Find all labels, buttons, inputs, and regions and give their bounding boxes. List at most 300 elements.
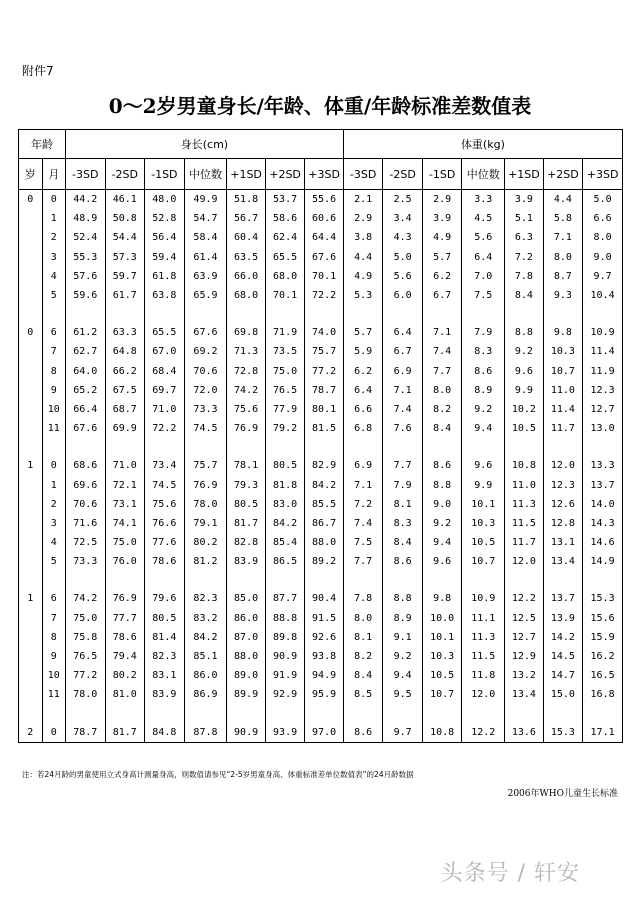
- length-value-cell: 91.9: [265, 666, 305, 685]
- weight-value-cell: 6.2: [422, 267, 462, 286]
- weight-value-cell: 11.4: [583, 342, 623, 361]
- weight-value-cell: 7.7: [422, 362, 462, 381]
- spacer-cell: [265, 305, 305, 323]
- length-value-cell: 79.2: [265, 419, 305, 438]
- spacer-cell: [305, 438, 343, 456]
- length-value-cell: 70.1: [265, 286, 305, 305]
- length-value-cell: 79.1: [184, 514, 227, 533]
- table-row: [19, 419, 623, 438]
- length-value-cell: 56.7: [227, 209, 265, 228]
- weight-value-cell: 2.5: [383, 190, 423, 210]
- length-value-cell: 89.9: [227, 685, 265, 704]
- length-value-cell: 68.7: [105, 400, 145, 419]
- length-value-cell: 71.0: [145, 400, 185, 419]
- length-value-cell: 59.4: [145, 248, 185, 267]
- length-value-cell: 63.9: [184, 267, 227, 286]
- length-value-cell: 71.0: [105, 456, 145, 475]
- spacer-cell: [66, 571, 106, 589]
- spacer-cell: [583, 571, 623, 589]
- spacer-cell: [105, 705, 145, 723]
- length-value-cell: 78.6: [145, 552, 185, 571]
- length-sd-header: +1SD: [227, 159, 265, 190]
- weight-value-cell: 6.4: [383, 323, 423, 342]
- weight-value-cell: 7.1: [422, 323, 462, 342]
- length-value-cell: 63.5: [227, 248, 265, 267]
- length-value-cell: 61.2: [66, 323, 106, 342]
- spacer-cell: [383, 705, 423, 723]
- length-value-cell: 84.2: [184, 628, 227, 647]
- month-cell: 9: [42, 381, 66, 400]
- spacer-cell: [583, 438, 623, 456]
- group-spacer-row: [19, 705, 623, 723]
- month-cell: 8: [42, 362, 66, 381]
- weight-value-cell: 9.8: [543, 323, 583, 342]
- length-value-cell: 72.5: [66, 533, 106, 552]
- length-value-cell: 65.5: [145, 323, 185, 342]
- length-value-cell: 68.4: [145, 362, 185, 381]
- month-header: 月: [42, 159, 66, 190]
- weight-value-cell: 8.4: [505, 286, 543, 305]
- length-value-cell: 85.4: [265, 533, 305, 552]
- weight-value-cell: 12.7: [505, 628, 543, 647]
- length-value-cell: 69.8: [227, 323, 265, 342]
- weight-value-cell: 13.4: [505, 685, 543, 704]
- length-sd-header: +2SD: [265, 159, 305, 190]
- spacer-cell: [265, 438, 305, 456]
- length-value-cell: 61.4: [184, 248, 227, 267]
- weight-value-cell: 9.8: [422, 589, 462, 608]
- weight-value-cell: 7.5: [343, 533, 383, 552]
- length-value-cell: 83.2: [184, 609, 227, 628]
- weight-value-cell: 8.0: [583, 228, 623, 247]
- weight-value-cell: 7.2: [505, 248, 543, 267]
- weight-value-cell: 12.0: [543, 456, 583, 475]
- weight-value-cell: 11.3: [505, 495, 543, 514]
- month-cell: 3: [42, 248, 66, 267]
- length-value-cell: 76.5: [66, 647, 106, 666]
- spacer-cell: [19, 438, 43, 456]
- weight-value-cell: 8.8: [505, 323, 543, 342]
- length-value-cell: 74.5: [145, 475, 185, 494]
- weight-value-cell: 11.4: [543, 400, 583, 419]
- weight-value-cell: 8.2: [422, 400, 462, 419]
- year-cell: 1: [19, 456, 43, 475]
- length-value-cell: 75.0: [265, 362, 305, 381]
- weight-value-cell: 3.3: [462, 190, 505, 210]
- length-value-cell: 81.7: [227, 514, 265, 533]
- length-value-cell: 78.0: [184, 495, 227, 514]
- length-value-cell: 44.2: [66, 190, 106, 210]
- weight-value-cell: 8.2: [343, 647, 383, 666]
- weight-value-cell: 12.7: [583, 400, 623, 419]
- spacer-cell: [543, 438, 583, 456]
- weight-value-cell: 15.0: [543, 685, 583, 704]
- month-cell: 1: [42, 209, 66, 228]
- spacer-cell: [543, 705, 583, 723]
- length-value-cell: 93.8: [305, 647, 343, 666]
- weight-value-cell: 10.1: [422, 628, 462, 647]
- year-cell: [19, 533, 43, 552]
- weight-value-cell: 9.9: [505, 381, 543, 400]
- weight-value-cell: 8.8: [383, 589, 423, 608]
- length-value-cell: 84.8: [145, 723, 185, 743]
- table-row: [19, 495, 623, 514]
- spacer-cell: [184, 438, 227, 456]
- length-value-cell: 83.1: [145, 666, 185, 685]
- weight-value-cell: 10.2: [505, 400, 543, 419]
- weight-value-cell: 12.3: [583, 381, 623, 400]
- length-value-cell: 59.7: [105, 267, 145, 286]
- length-value-cell: 84.2: [265, 514, 305, 533]
- length-value-cell: 74.0: [305, 323, 343, 342]
- weight-value-cell: 7.4: [422, 342, 462, 361]
- weight-value-cell: 5.7: [422, 248, 462, 267]
- year-cell: [19, 419, 43, 438]
- weight-value-cell: 7.9: [383, 475, 423, 494]
- weight-value-cell: 11.7: [543, 419, 583, 438]
- length-value-cell: 82.8: [227, 533, 265, 552]
- weight-value-cell: 13.7: [583, 475, 623, 494]
- length-value-cell: 86.9: [184, 685, 227, 704]
- length-value-cell: 75.6: [145, 495, 185, 514]
- length-value-cell: 77.2: [305, 362, 343, 381]
- spacer-cell: [184, 305, 227, 323]
- month-cell: 6: [42, 589, 66, 608]
- length-value-cell: 73.5: [265, 342, 305, 361]
- length-value-cell: 75.6: [227, 400, 265, 419]
- length-value-cell: 83.0: [265, 495, 305, 514]
- weight-sd-header: +3SD: [583, 159, 623, 190]
- spacer-cell: [42, 438, 66, 456]
- weight-value-cell: 5.8: [543, 209, 583, 228]
- weight-value-cell: 8.0: [543, 248, 583, 267]
- weight-value-cell: 13.6: [505, 723, 543, 743]
- length-value-cell: 79.3: [227, 475, 265, 494]
- weight-value-cell: 13.7: [543, 589, 583, 608]
- length-value-cell: 86.5: [265, 552, 305, 571]
- weight-value-cell: 12.9: [505, 647, 543, 666]
- length-value-cell: 77.6: [145, 533, 185, 552]
- weight-value-cell: 9.6: [422, 552, 462, 571]
- weight-value-cell: 7.7: [343, 552, 383, 571]
- year-cell: 1: [19, 589, 43, 608]
- length-value-cell: 69.2: [184, 342, 227, 361]
- length-value-cell: 74.5: [184, 419, 227, 438]
- length-value-cell: 75.0: [66, 609, 106, 628]
- length-value-cell: 68.0: [227, 286, 265, 305]
- length-value-cell: 88.0: [305, 533, 343, 552]
- spacer-cell: [462, 438, 505, 456]
- weight-value-cell: 8.0: [343, 609, 383, 628]
- length-value-cell: 69.9: [105, 419, 145, 438]
- weight-value-cell: 8.9: [462, 381, 505, 400]
- weight-value-cell: 6.6: [583, 209, 623, 228]
- spacer-cell: [42, 305, 66, 323]
- weight-value-cell: 11.5: [462, 647, 505, 666]
- length-value-cell: 66.4: [66, 400, 106, 419]
- length-value-cell: 82.3: [145, 647, 185, 666]
- spacer-cell: [66, 305, 106, 323]
- length-value-cell: 67.0: [145, 342, 185, 361]
- length-value-cell: 94.9: [305, 666, 343, 685]
- table-row: [19, 323, 623, 342]
- year-cell: [19, 342, 43, 361]
- length-value-cell: 67.6: [184, 323, 227, 342]
- weight-value-cell: 6.0: [383, 286, 423, 305]
- weight-value-cell: 14.2: [543, 628, 583, 647]
- length-value-cell: 75.0: [105, 533, 145, 552]
- length-value-cell: 52.8: [145, 209, 185, 228]
- weight-value-cell: 12.5: [505, 609, 543, 628]
- month-cell: 2: [42, 495, 66, 514]
- weight-value-cell: 4.5: [462, 209, 505, 228]
- length-value-cell: 55.3: [66, 248, 106, 267]
- table-row: [19, 190, 623, 210]
- weight-sd-header: +2SD: [543, 159, 583, 190]
- weight-value-cell: 2.1: [343, 190, 383, 210]
- spacer-cell: [343, 705, 383, 723]
- length-value-cell: 93.9: [265, 723, 305, 743]
- weight-value-cell: 8.9: [383, 609, 423, 628]
- footnote: 注：若24月龄的男童使用立式身高计测量身高，则数值请参见“2-5岁男童身高、体重标准差单位数值表”的24月龄数据: [22, 770, 414, 779]
- weight-value-cell: 8.6: [383, 552, 423, 571]
- weight-value-cell: 11.7: [505, 533, 543, 552]
- weight-value-cell: 9.6: [505, 362, 543, 381]
- weight-value-cell: 8.5: [343, 685, 383, 704]
- weight-value-cell: 6.9: [343, 456, 383, 475]
- length-value-cell: 71.6: [66, 514, 106, 533]
- length-value-cell: 80.5: [265, 456, 305, 475]
- length-value-cell: 71.3: [227, 342, 265, 361]
- length-value-cell: 52.4: [66, 228, 106, 247]
- weight-value-cell: 2.9: [422, 190, 462, 210]
- weight-value-cell: 10.8: [505, 456, 543, 475]
- length-value-cell: 91.5: [305, 609, 343, 628]
- length-value-cell: 61.7: [105, 286, 145, 305]
- table-row: [19, 381, 623, 400]
- month-cell: 3: [42, 514, 66, 533]
- length-value-cell: 60.6: [305, 209, 343, 228]
- weight-value-cell: 5.0: [383, 248, 423, 267]
- length-value-cell: 58.6: [265, 209, 305, 228]
- weight-value-cell: 7.8: [343, 589, 383, 608]
- table-row: [19, 286, 623, 305]
- weight-value-cell: 7.5: [462, 286, 505, 305]
- weight-value-cell: 9.0: [583, 248, 623, 267]
- spacer-cell: [422, 438, 462, 456]
- length-value-cell: 56.4: [145, 228, 185, 247]
- length-value-cell: 62.7: [66, 342, 106, 361]
- spacer-cell: [265, 705, 305, 723]
- weight-value-cell: 7.1: [543, 228, 583, 247]
- table-row: [19, 342, 623, 361]
- weight-value-cell: 3.4: [383, 209, 423, 228]
- length-value-cell: 76.9: [227, 419, 265, 438]
- standard-deviation-table: [18, 129, 623, 743]
- weight-value-cell: 8.7: [543, 267, 583, 286]
- length-value-cell: 65.2: [66, 381, 106, 400]
- spacer-cell: [145, 571, 185, 589]
- weight-value-cell: 9.2: [462, 400, 505, 419]
- table-row: [19, 552, 623, 571]
- year-cell: 0: [19, 190, 43, 210]
- weight-sd-header: -2SD: [383, 159, 423, 190]
- length-value-cell: 63.3: [105, 323, 145, 342]
- spacer-cell: [227, 571, 265, 589]
- length-value-cell: 81.7: [105, 723, 145, 743]
- weight-value-cell: 14.0: [583, 495, 623, 514]
- spacer-cell: [184, 571, 227, 589]
- spacer-cell: [42, 571, 66, 589]
- length-value-cell: 54.7: [184, 209, 227, 228]
- length-value-cell: 78.1: [227, 456, 265, 475]
- weight-value-cell: 11.1: [462, 609, 505, 628]
- weight-value-cell: 7.8: [505, 267, 543, 286]
- weight-value-cell: 5.7: [343, 323, 383, 342]
- weight-value-cell: 10.5: [505, 419, 543, 438]
- weight-value-cell: 10.4: [583, 286, 623, 305]
- length-value-cell: 80.5: [145, 609, 185, 628]
- length-value-cell: 51.8: [227, 190, 265, 210]
- year-cell: [19, 248, 43, 267]
- length-value-cell: 69.6: [66, 475, 106, 494]
- weight-sd-header: -3SD: [343, 159, 383, 190]
- spacer-cell: [462, 705, 505, 723]
- weight-value-cell: 14.3: [583, 514, 623, 533]
- weight-value-cell: 4.9: [422, 228, 462, 247]
- length-value-cell: 92.9: [265, 685, 305, 704]
- month-cell: 10: [42, 400, 66, 419]
- table-row: [19, 228, 623, 247]
- weight-value-cell: 5.0: [583, 190, 623, 210]
- length-value-cell: 78.7: [66, 723, 106, 743]
- weight-sd-header: -1SD: [422, 159, 462, 190]
- length-value-cell: 61.8: [145, 267, 185, 286]
- length-value-cell: 74.2: [66, 589, 106, 608]
- length-value-cell: 54.4: [105, 228, 145, 247]
- length-value-cell: 57.3: [105, 248, 145, 267]
- length-value-cell: 80.1: [305, 400, 343, 419]
- length-value-cell: 74.2: [227, 381, 265, 400]
- spacer-cell: [42, 705, 66, 723]
- weight-value-cell: 6.8: [343, 419, 383, 438]
- length-value-cell: 89.0: [227, 666, 265, 685]
- weight-value-cell: 7.0: [462, 267, 505, 286]
- spacer-cell: [265, 571, 305, 589]
- weight-value-cell: 10.1: [462, 495, 505, 514]
- spacer-cell: [145, 705, 185, 723]
- spacer-cell: [145, 305, 185, 323]
- weight-value-cell: 15.9: [583, 628, 623, 647]
- length-value-cell: 64.4: [305, 228, 343, 247]
- length-value-cell: 87.8: [184, 723, 227, 743]
- length-value-cell: 68.0: [265, 267, 305, 286]
- year-cell: 0: [19, 323, 43, 342]
- weight-value-cell: 8.8: [422, 475, 462, 494]
- spacer-cell: [383, 305, 423, 323]
- table-row: [19, 456, 623, 475]
- weight-value-cell: 7.1: [343, 475, 383, 494]
- weight-value-cell: 9.9: [462, 475, 505, 494]
- weight-value-cell: 6.3: [505, 228, 543, 247]
- spacer-cell: [343, 571, 383, 589]
- length-value-cell: 71.9: [265, 323, 305, 342]
- weight-value-cell: 6.9: [383, 362, 423, 381]
- spacer-cell: [227, 438, 265, 456]
- month-cell: 0: [42, 723, 66, 743]
- weight-value-cell: 11.8: [462, 666, 505, 685]
- length-value-cell: 70.6: [184, 362, 227, 381]
- year-cell: [19, 475, 43, 494]
- length-value-cell: 67.6: [66, 419, 106, 438]
- table-row: [19, 609, 623, 628]
- length-value-cell: 57.6: [66, 267, 106, 286]
- length-value-cell: 65.9: [184, 286, 227, 305]
- weight-value-cell: 10.3: [462, 514, 505, 533]
- year-cell: [19, 666, 43, 685]
- length-sd-header: -2SD: [105, 159, 145, 190]
- weight-value-cell: 12.0: [462, 685, 505, 704]
- spacer-cell: [505, 705, 543, 723]
- weight-value-cell: 13.3: [583, 456, 623, 475]
- spacer-cell: [184, 705, 227, 723]
- weight-value-cell: 14.9: [583, 552, 623, 571]
- spacer-cell: [105, 438, 145, 456]
- year-cell: [19, 628, 43, 647]
- page-title: 0～2岁男童身长/年龄、体重/年龄标准差数值表: [108, 94, 532, 118]
- weight-value-cell: 10.9: [462, 589, 505, 608]
- weight-value-cell: 6.4: [343, 381, 383, 400]
- weight-value-cell: 9.2: [383, 647, 423, 666]
- length-value-cell: 82.3: [184, 589, 227, 608]
- spacer-cell: [583, 305, 623, 323]
- month-cell: 2: [42, 228, 66, 247]
- weight-value-cell: 6.2: [343, 362, 383, 381]
- weight-value-cell: 13.1: [543, 533, 583, 552]
- length-value-cell: 60.4: [227, 228, 265, 247]
- weight-value-cell: 12.6: [543, 495, 583, 514]
- weight-value-cell: 9.4: [422, 533, 462, 552]
- length-value-cell: 82.9: [305, 456, 343, 475]
- spacer-cell: [505, 571, 543, 589]
- watermark: 头条号 / 轩安: [440, 861, 580, 886]
- month-cell: 6: [42, 323, 66, 342]
- month-cell: 5: [42, 552, 66, 571]
- weight-value-cell: 9.2: [505, 342, 543, 361]
- length-value-cell: 78.7: [305, 381, 343, 400]
- table-row: [19, 475, 623, 494]
- month-cell: 9: [42, 647, 66, 666]
- spacer-cell: [227, 305, 265, 323]
- weight-value-cell: 10.8: [422, 723, 462, 743]
- length-value-cell: 88.8: [265, 609, 305, 628]
- month-cell: 11: [42, 685, 66, 704]
- length-sd-header: +3SD: [305, 159, 343, 190]
- spacer-cell: [462, 305, 505, 323]
- month-cell: 0: [42, 190, 66, 210]
- length-value-cell: 78.0: [66, 685, 106, 704]
- weight-value-cell: 12.2: [462, 723, 505, 743]
- weight-value-cell: 8.3: [462, 342, 505, 361]
- month-cell: 1: [42, 475, 66, 494]
- weight-sd-header: +1SD: [505, 159, 543, 190]
- table-row: [19, 209, 623, 228]
- spacer-cell: [343, 438, 383, 456]
- weight-value-cell: 3.8: [343, 228, 383, 247]
- weight-value-cell: 12.2: [505, 589, 543, 608]
- table-row: [19, 400, 623, 419]
- table-row: [19, 723, 623, 743]
